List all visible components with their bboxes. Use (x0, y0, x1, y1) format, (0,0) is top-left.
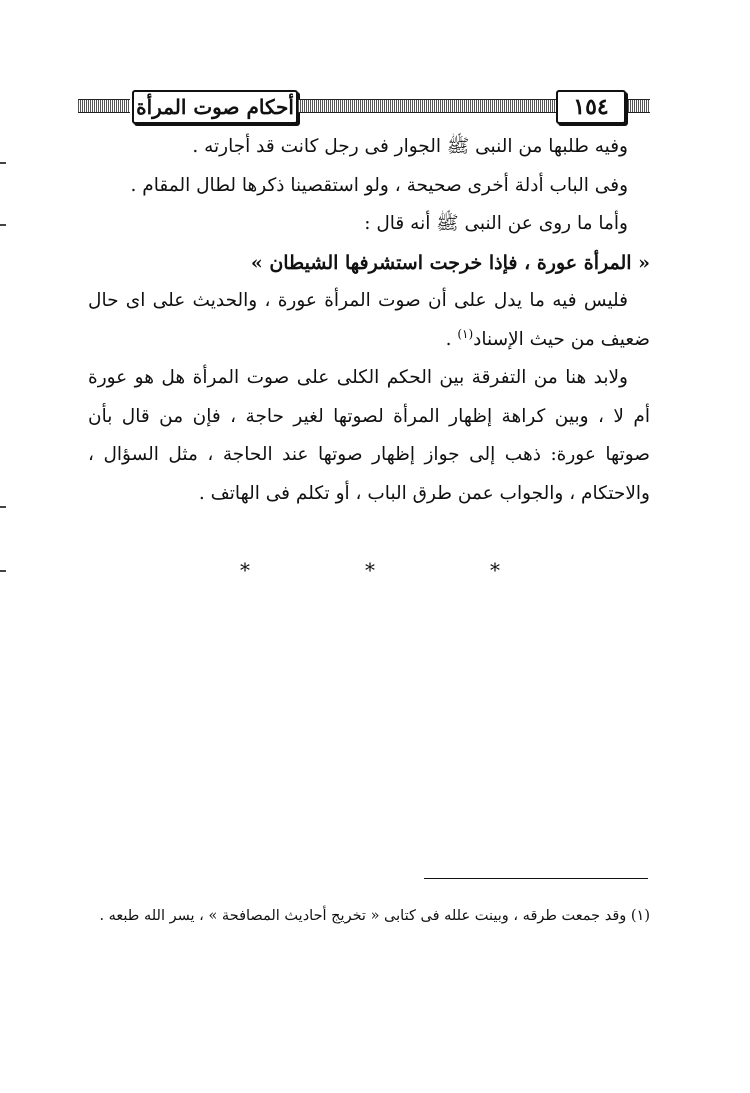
margin-mark (0, 162, 6, 164)
margin-mark (0, 224, 6, 226)
section-separator (240, 558, 500, 588)
page-header (78, 90, 650, 124)
running-title: أحكام صوت المرأة (132, 90, 298, 124)
paragraph-4-text: فليس فيه ما يدل على أن صوت المرأة عورة ، والحديث على اى حال ضعيف من حيث الإسناد (88, 290, 650, 350)
separator-star: * (490, 558, 500, 582)
paragraph-1: وفيه طلبها من النبى ﷺ الجوار فى رجل كانت قد أجارته . (192, 136, 628, 157)
footnote: (١) وقد جمعت طرقه ، وبينت علله فى كتابى « تخريج أحاديث المصافحة » ، يسر الله طبعه . (99, 908, 650, 924)
paragraph-4-end: . (445, 328, 458, 350)
footnote-rule (424, 878, 648, 879)
page-number: ١٥٤ (556, 90, 626, 124)
paragraph-4 (88, 282, 650, 359)
margin-mark (0, 506, 6, 508)
margin-mark (0, 570, 6, 572)
header-ornament-left (78, 99, 130, 113)
hadith-quote: « المرأة عورة ، فإذا خرجت استشرفها الشيطان » (250, 251, 650, 274)
header-ornament-right (628, 99, 650, 113)
paragraph-5: ولابد هنا من التفرقة بين الحكم الكلى على صوت المرأة هل هو عورة أم لا ، وبين كراهة إظهار المرأة لصوتها لغير حاجة ، فإن من قال بأن صوتها عورة: ذهب إلى جواز إظهار صوتها عند الحاجة ، مثل السؤال ، والاحتكام ، والجواب عمن طرق الباب ، أو تكلم فى الهاتف . (88, 367, 650, 504)
paragraph-3: وأما ما روى عن النبى ﷺ أنه قال : (364, 213, 628, 234)
main-text (88, 128, 650, 513)
separator-star: * (365, 558, 375, 582)
footnote-marker: (١) (457, 326, 474, 341)
paragraph-2: وفى الباب أدلة أخرى صحيحة ، ولو استقصينا ذكرها لطال المقام . (130, 174, 628, 196)
separator-star: * (240, 558, 250, 582)
